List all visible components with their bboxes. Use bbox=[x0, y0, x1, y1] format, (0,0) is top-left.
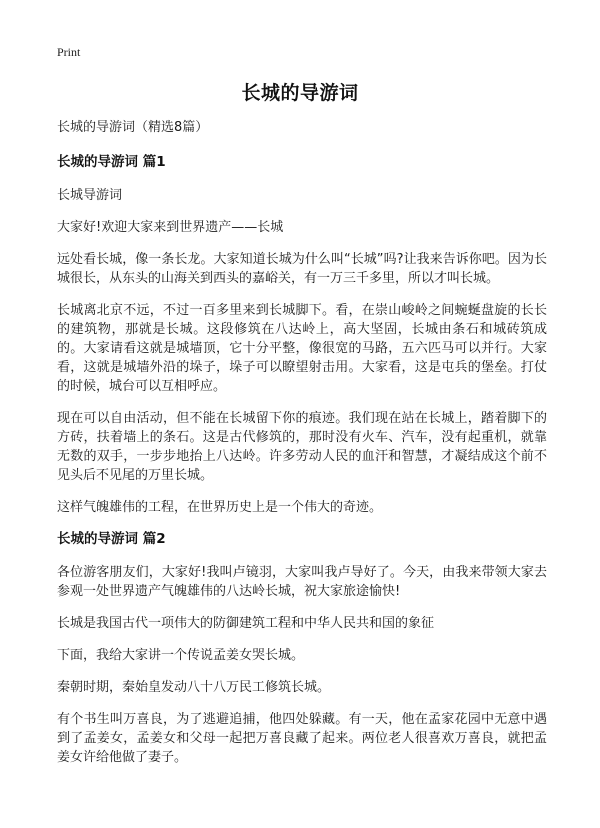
paragraph: 现在可以自由活动，但不能在长城留下你的痕迹。我们现在站在长城上，踏着脚下的方砖，扶着墙上的条石。这是古代修筑的，那时没有火车、汽车，没有起重机，就靠无数的双手，一步步地抬上八达岭。许多劳动人民的血汗和智慧，才凝结成这个前不见头后不见尾的万里长城。 bbox=[57, 411, 547, 483]
section-1-heading: 长城的导游词 篇1 bbox=[57, 154, 166, 170]
section-2 bbox=[57, 530, 547, 767]
document-subtitle: 长城的导游词（精选8篇） bbox=[57, 120, 209, 135]
paragraph: 长城导游词 bbox=[57, 188, 123, 203]
page-title: 长城的导游词 bbox=[241, 82, 359, 104]
paragraph: 下面，我给大家讲一个传说孟姜女哭长城。 bbox=[57, 648, 305, 663]
section-2-heading: 长城的导游词 篇2 bbox=[57, 531, 166, 547]
paragraph: 各位游客朋友们，大家好!我叫卢镜羽，大家叫我卢导好了。今天，由我来带领大家去参观一处世界遗产气魄雄伟的八达岭长城，祝大家旅途愉快! bbox=[57, 565, 547, 599]
paragraph: 大家好!欢迎大家来到世界遗产——长城 bbox=[57, 220, 284, 235]
paragraph: 长城是我国古代一项伟大的防御建筑工程和中华人民共和国的象征 bbox=[57, 616, 435, 631]
print-link[interactable]: Print bbox=[57, 45, 81, 59]
paragraph: 远处看长城，像一条长龙。大家知道长城为什么叫“长城”吗?让我来告诉你吧。因为长城很长，从东头的山海关到西头的嘉峪关，有一万三千多里，所以才叫长城。 bbox=[57, 252, 547, 286]
paragraph: 有个书生叫万喜良，为了逃避追捕，他四处躲藏。有一天，他在孟家花园中无意中遇到了孟姜女，孟姜女和父母一起把万喜良藏了起来。两位老人很喜欢万喜良，就把孟姜女许给他做了妻子。 bbox=[57, 712, 547, 765]
paragraph: 秦朝时期，秦始皇发动八十八万民工修筑长城。 bbox=[57, 680, 331, 695]
paragraph: 长城离北京不远，不过一百多里来到长城脚下。看，在崇山峻岭之间蜿蜒盘旋的长长的建筑物，那就是长城。这段修筑在八达岭上，高大坚固，长城由条石和城砖筑成的。大家请看这就是城墙顶，它十分平整，像很宽的马路，五六匹马可以并行。大家看，这就是城墙外沿的垛子，垛子可以瞭望射击用。大家看，这是屯兵的堡垒。打仗的时候，城台可以互相呼应。 bbox=[57, 303, 547, 394]
paragraph: 这样气魄雄伟的工程，在世界历史上是一个伟大的奇迹。 bbox=[57, 500, 383, 515]
section-1 bbox=[57, 153, 547, 517]
document-body bbox=[57, 118, 547, 780]
